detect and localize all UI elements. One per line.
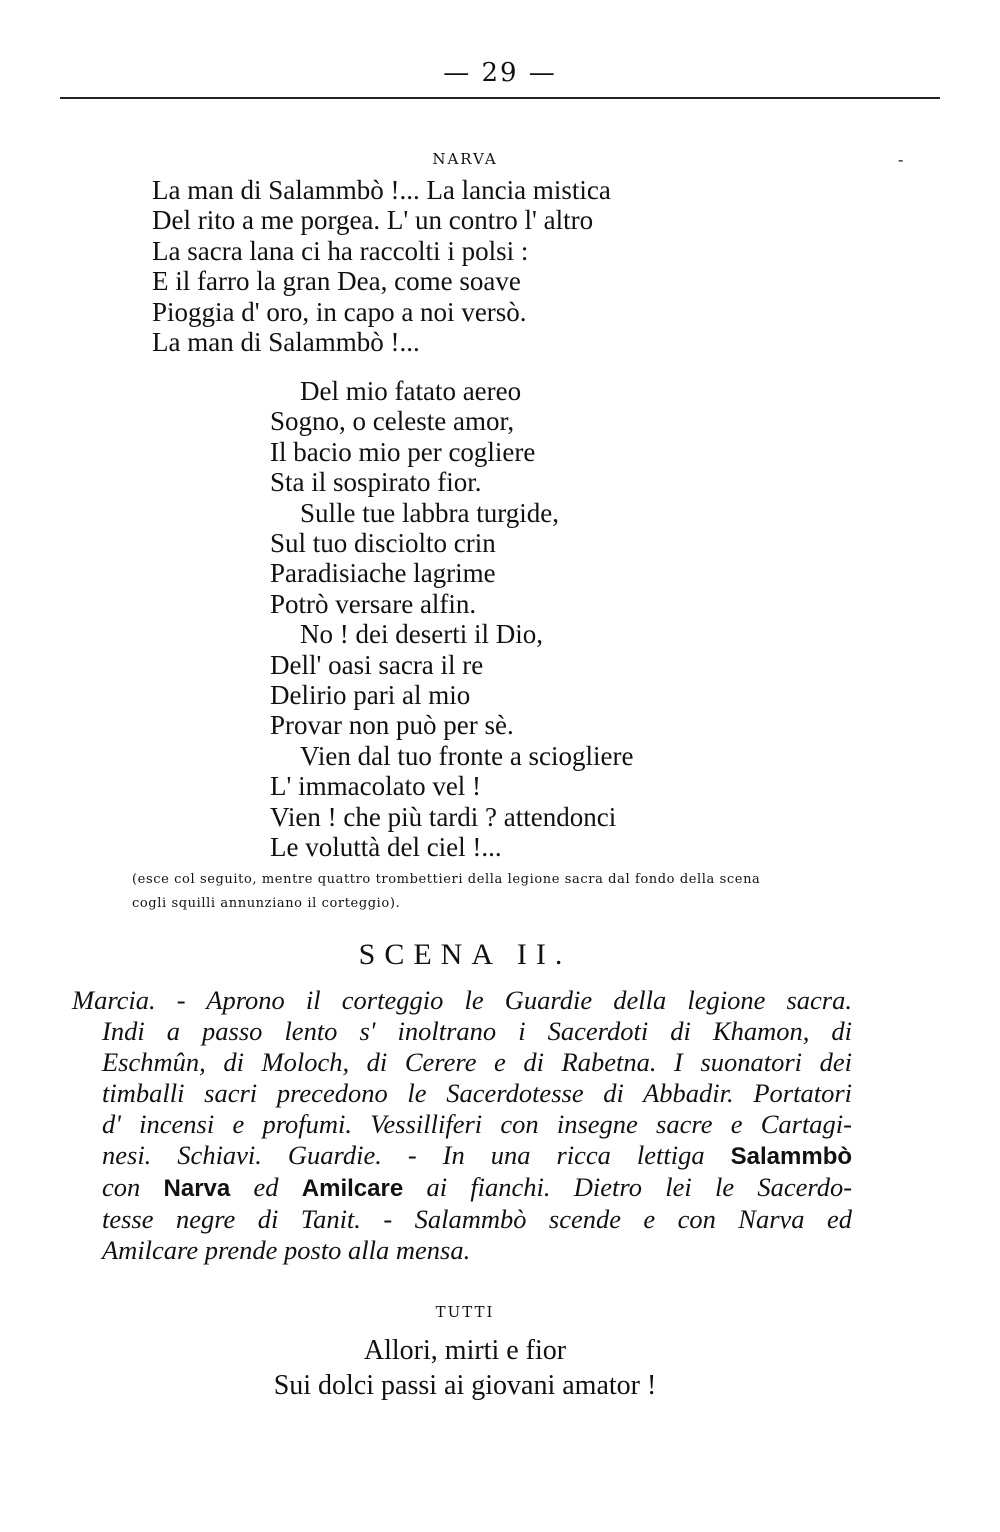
stage-direction-line: Marcia. - Aprono il corteggio le Guardie della legione sacra. (72, 985, 852, 1015)
verse-line: Sogno, o celeste amor, (270, 406, 515, 437)
stage-direction-text: ed (253, 1172, 279, 1202)
verse-line: Potrò versare alfin. (270, 588, 477, 619)
exit-stage-direction (132, 868, 852, 916)
verse-line: La man di Salammbò !... (152, 327, 420, 358)
verse-line: Vien dal tuo fronte a sciogliere (300, 740, 634, 771)
verse-line: Sul tuo disciolto crin (270, 528, 496, 559)
stage-direction-line: tesse negre di Tanit. - Salammbò scende e con Narva ed (102, 1204, 852, 1234)
verse-line: Sta il sospirato fior. (270, 467, 482, 498)
verse-line: Del mio fatato aereo (300, 376, 522, 406)
verse-line: Vien ! che più tardi ? attendonci (270, 801, 617, 832)
verse-line: Allori, mirti e fior (363, 1335, 567, 1366)
verse-line: La man di Salammbò !... La lancia mistica (152, 175, 611, 205)
verse-line: No ! dei deserti il Dio, (300, 619, 543, 650)
verse-line: Dell' oasi sacra il re (270, 649, 484, 680)
speaker-tutti: TUTTI (435, 1303, 495, 1321)
character-name-amilcare: Amilcare (301, 1175, 404, 1202)
verse-line: Paradisiache lagrime (270, 558, 496, 589)
stage-direction-line: Eschmûn, di Moloch, di Cerere e di Rabetna. I suonatori dei (102, 1047, 852, 1077)
narva-stanza-1 (152, 175, 611, 357)
character-name-salammbo: Salammbò (730, 1143, 853, 1170)
exit-direction-line: cogli squilli annunziano il corteggio). (132, 896, 401, 911)
verse-line: Sulle tue labbra turgide, (300, 497, 559, 528)
stage-direction-line: d' incensi e profumi. Vessilliferi con insegne sacre e Cartagi- (102, 1109, 852, 1139)
speaker-narva: NARVA (432, 150, 498, 168)
margin-mark: - (898, 150, 904, 169)
verse-line: La sacra lana ci ha raccolti i polsi : (152, 235, 529, 266)
verse-line: E il farro la gran Dea, come soave (152, 266, 521, 297)
stage-direction-text: ai fianchi. Dietro lei le Sacerdo- (426, 1172, 853, 1202)
character-name-narva: Narva (163, 1175, 231, 1202)
stage-direction-line (72, 1140, 852, 1172)
verse-line: Pioggia d' oro, in capo a noi versò. (152, 296, 527, 327)
header-rule (60, 97, 940, 99)
page-number: — 29 — (443, 58, 557, 88)
exit-direction-line: (esce col seguito, mentre quattro trombettieri della legione sacra dal fondo della scena (132, 872, 761, 887)
stage-direction-text: nesi. Schiavi. Guardie. - In una ricca lettiga (102, 1140, 705, 1170)
verse-line: Provar non può per sè. (270, 710, 514, 741)
verse-line: Il bacio mio per cogliere (270, 436, 536, 467)
verse-line: Delirio pari al mio (270, 680, 471, 711)
scene-stage-direction (72, 985, 852, 1266)
stage-direction-line: Amilcare prende posto alla mensa. (102, 1235, 471, 1265)
verse-line: L' immacolato vel ! (270, 771, 482, 802)
narva-stanza-2 (270, 376, 634, 863)
scene-title: SCENA II. (358, 938, 572, 971)
stage-direction-line: timballi sacri precedono le Sacerdotesse di Abbadir. Portatori (102, 1078, 852, 1108)
verse-line: Del rito a me porgea. L' un contro l' altro (152, 205, 594, 236)
stage-direction-line (72, 1172, 852, 1204)
verse-line: Le voluttà del ciel !... (270, 832, 502, 863)
stage-direction-text: con (102, 1172, 141, 1202)
tutti-verse (0, 1333, 930, 1403)
stage-direction-line: Indi a passo lento s' inoltrano i Sacerdoti di Khamon, di (102, 1016, 852, 1046)
verse-line: Sui dolci passi ai giovani amator ! (273, 1370, 657, 1401)
